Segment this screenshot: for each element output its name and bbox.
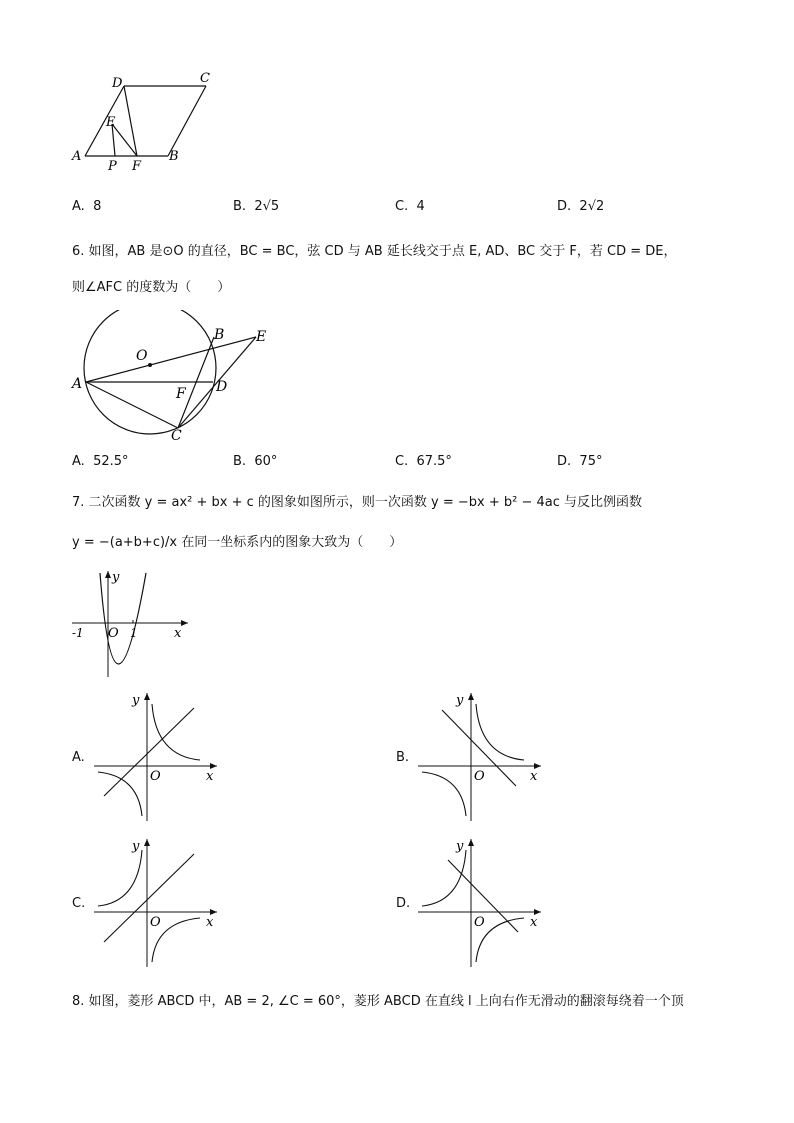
q7-option-a-letter: A. (72, 750, 85, 765)
graph-c-x: x (206, 915, 214, 930)
q5-option-b: B. 2√5 (233, 199, 280, 214)
q7-option-a-graph (90, 688, 225, 823)
q6-option-c: C. 67.5° (395, 454, 452, 469)
label-C: C (171, 428, 182, 444)
label-x: x (174, 626, 182, 641)
circle-figure (66, 310, 286, 450)
graph-b-x: x (530, 769, 538, 784)
q6-stem-line2: 则∠AFC 的度数为（ ） (72, 280, 231, 295)
q7-stem-line1: 7. 二次函数 y = ax² + bx + c 的图象如图所示，则一次函数 y = −bx + b² − 4ac 与反比例函数 (72, 495, 643, 510)
graph-d-O: O (474, 915, 485, 930)
label-P: P (108, 159, 117, 174)
graph-b-y: y (456, 693, 464, 708)
label-F: F (176, 386, 186, 402)
label-B: B (169, 149, 179, 164)
label-one: 1 (130, 626, 138, 640)
graph-b-O: O (474, 769, 485, 784)
label-neg1: -1 (72, 626, 84, 640)
label-A: A (72, 149, 82, 164)
label-F: F (132, 159, 142, 174)
label-A: A (72, 376, 83, 392)
label-D: D (216, 379, 228, 395)
q6-option-d: D. 75° (557, 454, 603, 469)
graph-d-y: y (456, 839, 464, 854)
label-E: E (106, 115, 116, 130)
q7-option-b-letter: B. (396, 750, 410, 765)
graph-c-y: y (132, 839, 140, 854)
q8-stem-line1: 8. 如图，菱形 ABCD 中，AB = 2, ∠C = 60°，菱形 ABCD 在直线 l 上向右作无滑动的翻滚每绕着一个顶 (72, 994, 684, 1009)
label-D: D (112, 76, 123, 91)
q7-option-c-letter: C. (72, 896, 86, 911)
q6-option-b: B. 60° (233, 454, 278, 469)
q7-option-d-letter: D. (396, 896, 411, 911)
q5-option-c: C. 4 (395, 199, 425, 214)
label-C: C (200, 71, 210, 86)
label-O: O (108, 626, 119, 641)
q5-option-d: D. 2√2 (557, 199, 605, 214)
graph-a-O: O (150, 769, 161, 784)
graph-a-y: y (132, 693, 140, 708)
graph-d-x: x (530, 915, 538, 930)
q7-option-d-graph (414, 834, 549, 969)
q7-option-b-graph (414, 688, 549, 823)
q5-option-a: A. 8 (72, 199, 102, 214)
label-O: O (136, 348, 148, 364)
label-y: y (112, 570, 120, 585)
label-E: E (256, 329, 267, 345)
q6-option-a: A. 52.5° (72, 454, 129, 469)
label-B: B (214, 327, 225, 343)
parallelogram-figure (60, 66, 230, 176)
q7-stem-line2: y = −(a+b+c)/x 在同一坐标系内的图象大致为（ ） (72, 535, 403, 550)
q6-stem-line1: 6. 如图，AB 是⊙O 的直径，BC = BC，弦 CD 与 AB 延长线交于点 E, AD、BC 交于 F，若 CD = DE， (72, 244, 677, 259)
parabola-graph (66, 565, 196, 680)
q7-option-c-graph (90, 834, 225, 969)
graph-a-x: x (206, 769, 214, 784)
graph-c-O: O (150, 915, 161, 930)
